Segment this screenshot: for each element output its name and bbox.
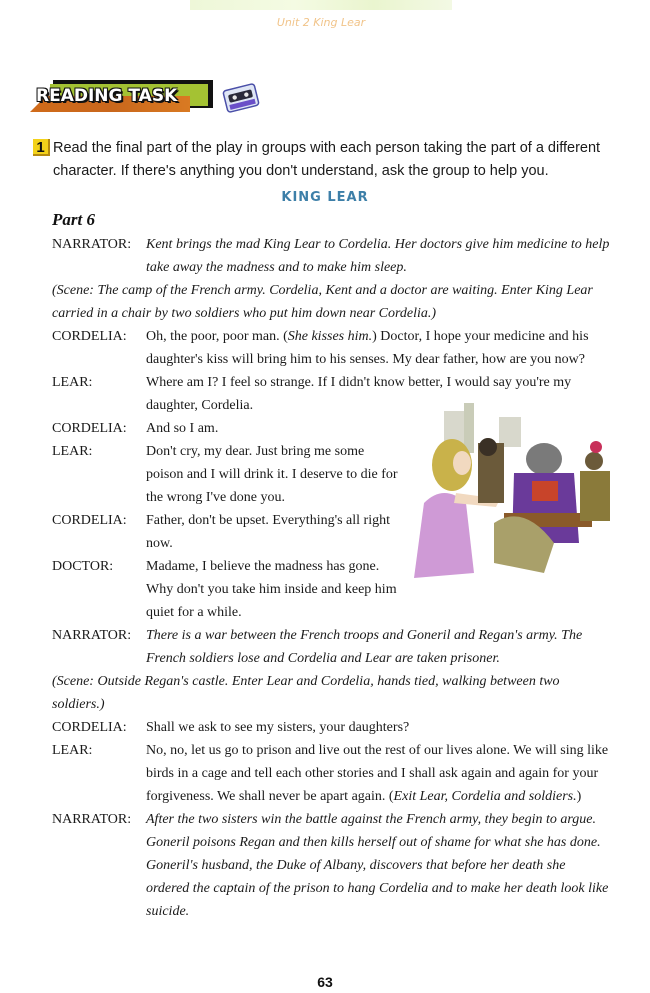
speaker-label: LEAR:: [52, 375, 93, 390]
dialogue-text: [146, 325, 612, 371]
speaker-label: NARRATOR:: [52, 237, 132, 252]
dialogue-text: And so I am.: [146, 421, 219, 436]
stage-direction: [52, 279, 612, 325]
speaker-label: LEAR:: [52, 444, 93, 459]
script-line-narrator: [52, 624, 612, 670]
task-instruction: Read the final part of the play in groups with each person taking the part of a different character. If there's anything you don't understand, ask the group to help you.: [53, 140, 601, 179]
narration-text: There is a war between the French troops and Goneril and Regan's army. The French soldiers lose and Cordelia and Lear are taken prisoner.: [146, 628, 583, 666]
narration-text: After the two sisters win the battle against the French army, they begin to argue. Goneril poisons Regan and then kills herself out of shame for what she has done. Goneril's husband, the Duke of Albany, discovers that before her death she ordered the captain of the prison to hang Cordelia and to make her death look like suicide.: [146, 812, 609, 919]
speaker-label: CORDELIA:: [52, 720, 127, 735]
dialogue-text: Father, don't be upset. Everything's all right now.: [146, 513, 390, 551]
inline-stage-direction: She kisses him.: [287, 329, 373, 344]
stage-direction-text: (Scene: The camp of the French army. Cordelia, Kent and a doctor are waiting. Enter King Lear carried in a chair by two soldiers who put him down near Cordelia.): [52, 283, 593, 321]
script-line-cordelia: [52, 325, 612, 371]
speaker-label: NARRATOR:: [52, 812, 132, 827]
reading-task-banner: [30, 80, 210, 116]
part-title: Part 6: [52, 210, 95, 229]
page-number: 63: [317, 974, 333, 990]
dialogue-text: Don't cry, my dear. Just bring me some poison and I will drink it. I deserve to die for the wrong I've done you.: [146, 444, 398, 505]
dialogue-text: Shall we ask to see my sisters, your daughters?: [146, 720, 410, 735]
speaker-label: CORDELIA:: [52, 513, 127, 528]
speaker-label: LEAR:: [52, 743, 93, 758]
dialogue-part: ): [576, 789, 582, 804]
stage-direction-text: (Scene: Outside Regan's castle. Enter Lear and Cordelia, hands tied, walking between two soldiers.): [52, 674, 560, 712]
dialogue-text: [146, 739, 612, 808]
script-line-narrator: [52, 233, 612, 279]
cassette-tape-icon: [222, 82, 261, 114]
dialogue-part: Oh, the poor, poor man. (: [146, 329, 288, 344]
speaker-label: CORDELIA:: [52, 329, 127, 344]
speaker-label: DOCTOR:: [52, 559, 114, 574]
dialogue-text: Where am I? I feel so strange. If I didn't know better, I would say you're my daughter, Cordelia.: [146, 375, 572, 413]
inline-stage-direction: Exit Lear, Cordelia and soldiers.: [393, 789, 577, 804]
header-decoration-strip: [190, 0, 452, 10]
task-1: [33, 137, 623, 183]
narration-text: Kent brings the mad King Lear to Cordelia. Her doctors give him medicine to help take away the madness and to make him sleep.: [146, 237, 610, 275]
task-number-badge: 1: [33, 139, 50, 156]
script-line-narrator: [52, 808, 612, 923]
section-title: READING TASK: [36, 86, 178, 106]
illustration-lear-and-cordelia: [404, 403, 616, 585]
dialogue-part: ) Doctor, I hope your medicine and his daughter's kiss will bring him to his senses. My dear father, how are you now?: [146, 329, 589, 367]
speaker-label: CORDELIA:: [52, 421, 127, 436]
dialogue-part: No, no, let us go to prison and live out the rest of our lives alone. We will sing like birds in a cage and tell each other stories and I shall ask again and again for your forgiveness. We shall never be apart again. (: [146, 743, 609, 804]
script-line-lear: [52, 739, 612, 808]
dialogue-text: Madame, I believe the madness has gone. Why don't you take him inside and keep him quiet for a while.: [146, 559, 397, 620]
play-title: KING LEAR: [281, 190, 369, 205]
unit-header: Unit 2 King Lear: [276, 16, 366, 29]
script-line-cordelia: [52, 716, 612, 739]
stage-direction: [52, 670, 612, 716]
speaker-label: NARRATOR:: [52, 628, 132, 643]
